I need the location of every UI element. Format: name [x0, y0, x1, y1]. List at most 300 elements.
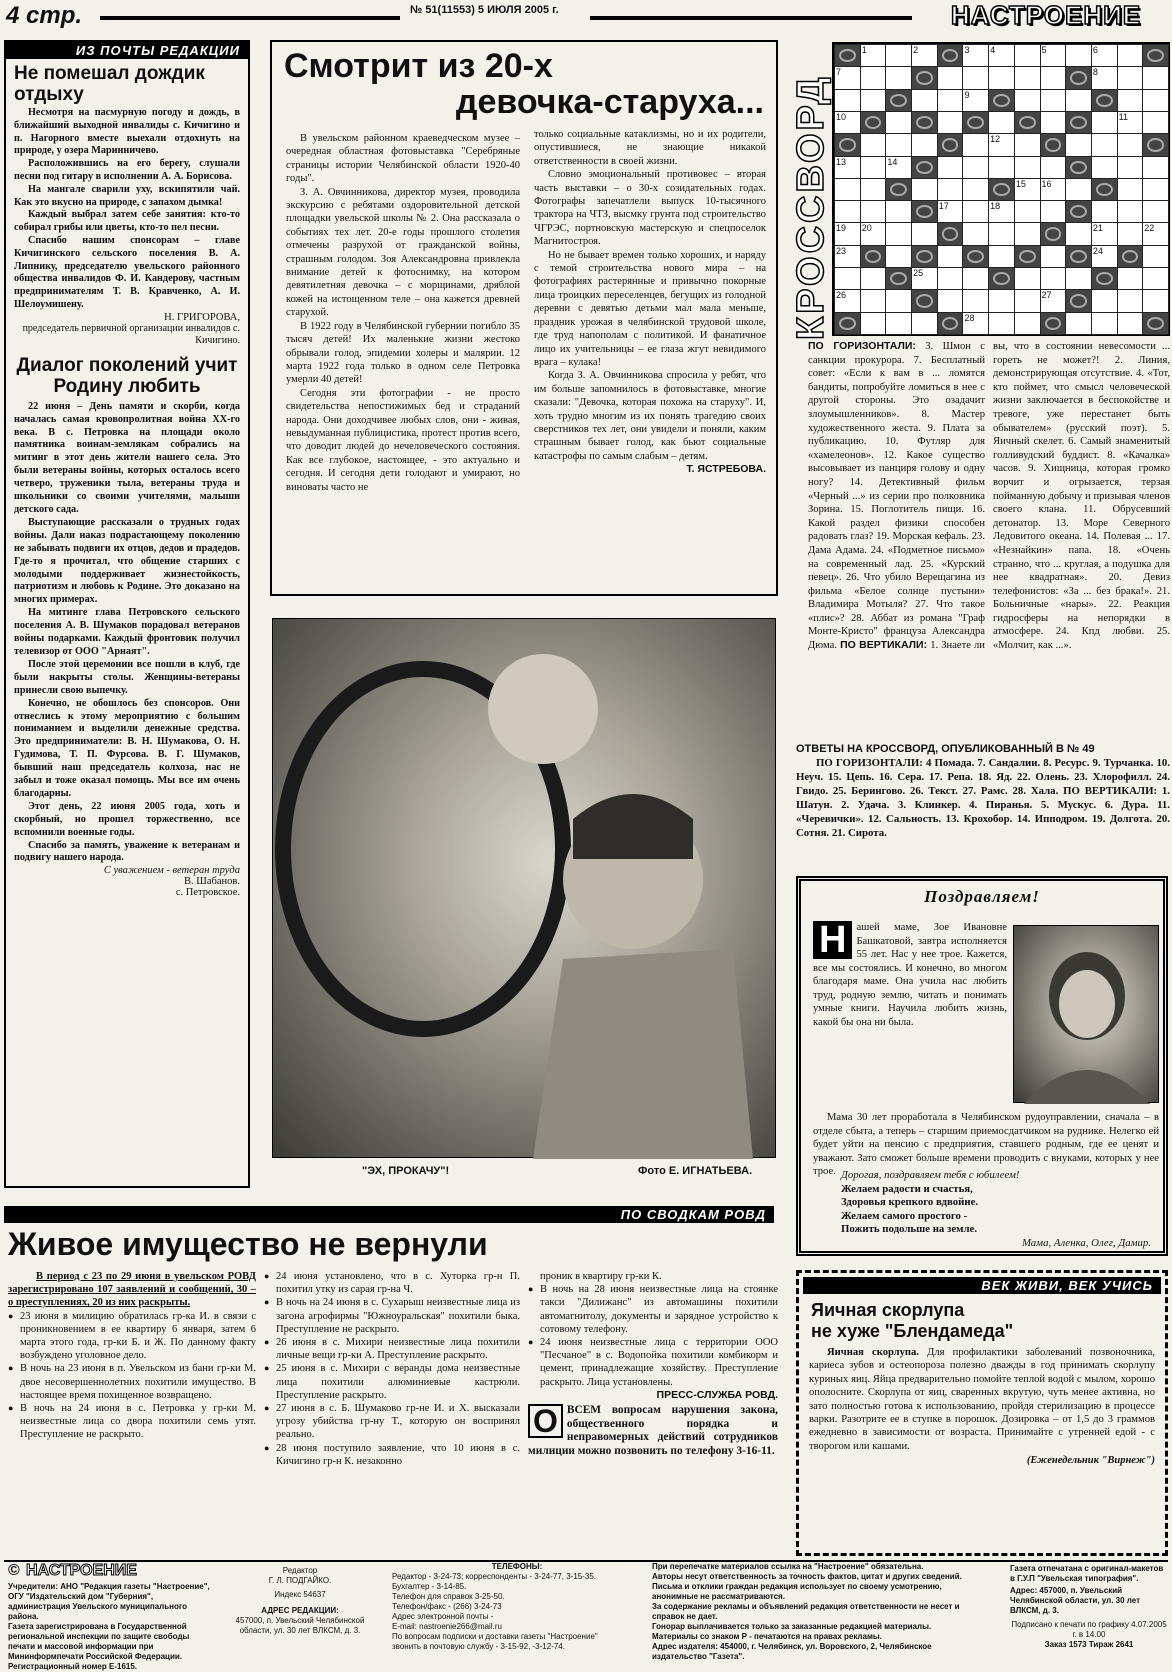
tip-lead: Яичная скорлупа. [827, 1347, 919, 1358]
issue-number: № 51(11553) 5 ИЮЛЯ 2005 г. [410, 4, 559, 16]
footer-rule-line: За содержание рекламы и объявлений редакция ответственности не несет и справок не дает. [652, 1602, 960, 1621]
crossword-black-cell [937, 222, 964, 245]
tip-source: (Еженедельник "Вирнеж") [1026, 1455, 1155, 1467]
crossword-cell [1014, 156, 1041, 179]
footer-rule-line: Авторы несут ответственность за точность фактов, цитат и других сведений. [652, 1572, 962, 1581]
crossword-cell [860, 66, 887, 89]
crossword-cell-number: 21 [1092, 223, 1103, 234]
police-item: ● 24 июня неизвестные лица с территории ООО "Песчаное" в с. Водопойка похитили комбикорм и цемент, принадлежащие хозяйству. Преступление раскрыто. Лица установлены. [528, 1336, 778, 1389]
crossword-black-cell [860, 245, 887, 268]
crossword-cell [911, 267, 938, 290]
crossword-cell [885, 111, 912, 134]
steering-wheel-icon [273, 619, 777, 1159]
crossword-cell [1014, 312, 1041, 335]
footer-print [1010, 1564, 1168, 1650]
crossword-cell-number: 27 [1041, 290, 1052, 301]
crossword-cell [1040, 245, 1067, 268]
crossword-cell [1142, 89, 1169, 112]
footer-rule-line: Гонорар выплачивается только за заказанные редакцией материалы. [652, 1622, 932, 1631]
crossword-cell [1040, 289, 1067, 312]
crossword-cell [962, 156, 989, 179]
footer-copyright: © [8, 1562, 20, 1579]
footer-address: 457000, п. Увельский Челябинской области, ул. 30 лет ВЛКСМ, д. 3. [235, 1616, 365, 1635]
crossword-cell [1065, 222, 1092, 245]
header-rule-right [590, 16, 912, 20]
article2-body [6, 401, 248, 866]
crossword-cell [1065, 133, 1092, 156]
tip-box [796, 1270, 1168, 1556]
crossword-cell [1142, 289, 1169, 312]
crossword-black-cell [911, 289, 938, 312]
crossword-cell [1014, 267, 1041, 290]
tip-title-line2: не хуже "Блендамеда" [811, 1321, 1014, 1341]
crossword-cell [1014, 178, 1041, 201]
footer-phone-line: Редактор - 3-24-73; корреспонденты - 3-24-77, 3-15-35. [392, 1572, 597, 1581]
footer-phone-line: E-mail: nastroenie266@mail.ru [392, 1622, 502, 1631]
crossword-cell [885, 44, 912, 67]
crossword-cell-number: 1 [861, 45, 867, 55]
crossword-black-cell [1065, 200, 1092, 223]
crossword-cell [1091, 44, 1118, 67]
crossword-cell-number: 16 [1041, 178, 1052, 189]
greeting-box [796, 876, 1168, 1256]
article2-para: Этот день, 22 июня 2005 года, хоть и скорбный, но прошел торжественно, все вспомнили военные годы. [14, 800, 240, 838]
crossword-cell [860, 200, 887, 223]
article2-para: Выступающие рассказали о трудных годах войны. Дали наказ подрастающему поколению не забывать подвиги их отцов, дедов и прадедов. Где-то я прочитал, что общение старших с молодыми поддерживает жизнестойкость, патриотизм и любовь к Родине. Это доказано на многих примерах. [14, 516, 240, 606]
crossword-cell [834, 267, 861, 290]
crossword-black-cell [1142, 133, 1169, 156]
article1-para: Каждый выбрал затем себе занятия: кто-то собирал грибы или цветы, кто-то пел песни. [14, 209, 240, 234]
crossword-cell [1040, 66, 1067, 89]
main-col-2 [534, 128, 766, 477]
footer-print-text: Газета отпечатана с оригинал-макетов в Г.У.П "Увельская типография". [1010, 1564, 1164, 1583]
crossword-cell-number: 26 [836, 290, 847, 301]
crossword-black-cell [834, 312, 861, 335]
crossword-cell-number: 12 [990, 134, 1001, 145]
tip-text [803, 1346, 1161, 1453]
crossword-cell [860, 289, 887, 312]
footer-phone-line: Адрес электронной почты - [392, 1612, 494, 1621]
police-note [528, 1404, 778, 1458]
footer-phone-line: Телефон/факс - (266) 3-24-73 [392, 1602, 502, 1611]
crossword-black-cell [885, 178, 912, 201]
footer-rule-line: Письма и отклики граждан редакция использует по своему усмотрению, анонимные не рассматриваются. [652, 1582, 942, 1601]
crossword-cell [1142, 66, 1169, 89]
crossword-black-cell [1065, 111, 1092, 134]
crossword-cell [1117, 267, 1144, 290]
greeting-text2: Мама 30 лет проработала в Челябинском рудоуправлении, сначала – в отделе сбыта, а теперь – старшим приемосдатчиком на руднике. Нелегко ей будет уйти на пенсию с предприятия, ставшего родным, где ее ценят и уважают. Зато сможет больше времени проводить с внуками, которых у нее трое. [813, 1112, 1159, 1177]
crossword-cell [1142, 267, 1169, 290]
crossword-cell [1040, 44, 1067, 67]
crossword-cell-number: 11 [1118, 111, 1128, 122]
rubric-police: ПО СВОДКАМ РОВД [4, 1206, 774, 1223]
crossword-cell [834, 89, 861, 112]
crossword-cell [1142, 222, 1169, 245]
clues-horizontal-label: ПО ГОРИЗОНТАЛИ: [808, 340, 916, 352]
main-title-line1: Смотрит из 20-х [284, 47, 553, 85]
crossword-cell [834, 289, 861, 312]
main-article [270, 40, 778, 596]
crossword-black-cell [1040, 133, 1067, 156]
article1-title: Не помешал дождик отдыху [14, 63, 205, 105]
crossword-cell [962, 267, 989, 290]
crossword-cell [1117, 222, 1144, 245]
police-note-letter: О [528, 1404, 563, 1438]
crossword-cell [937, 200, 964, 223]
greeting-verse-line: Здоровья крепкого вдвойне. [841, 1196, 979, 1208]
article2-sign-line3: с. Петровское. [175, 887, 240, 899]
crossword-cell [962, 44, 989, 67]
article1-sign-role: председатель первичной организации инвалидов с. Кичигино. [22, 322, 240, 346]
crossword-black-cell [911, 156, 938, 179]
footer-founders-text: Учредители: АНО "Редакция газеты "Настроение", ОГУ "Издательский дом "Губерния", администрация Увельского муниципального района. [8, 1582, 210, 1621]
main-para: В увельском районном краеведческом музее – очередная областная фотовыставка "Серебряные страницы истории Челябинской области 1920-40 годы". [286, 133, 520, 185]
footer-reg-text: Газета зарегистрирована в Государственной региональной инспекции по защите свободы печати и массовой информации при Мининформпечати Российской Федерации. Регистрационный номер Е-1615. [8, 1622, 190, 1671]
article1-para: Расположившись на его берегу, слушали песни под гитару в исполнении А. А. Борисова. [14, 158, 240, 182]
crossword-cell [1040, 200, 1067, 223]
crossword-cell [834, 200, 861, 223]
crossword-black-cell [1014, 111, 1041, 134]
article2-para: На митинге глава Петровского сельского поселения А. В. Шумаков порадовал ветеранов войны подарками. Каждый фронтовик получил телевизор от ООО "Арнаят". [14, 607, 240, 657]
crossword-cell [1091, 222, 1118, 245]
crossword-cell [860, 267, 887, 290]
crossword-cell-number: 23 [836, 245, 847, 256]
crossword-black-cell [1142, 312, 1169, 335]
crossword-cell [937, 178, 964, 201]
police-list-1 [8, 1310, 256, 1442]
crossword-cell [988, 312, 1015, 335]
police-col-1 [8, 1270, 256, 1442]
police-lead: В период с 23 по 29 июня в увельском РОВД зарегистрировано 107 заявлений и сообщений, 30 – о преступлениях, 20 из них раскрыты. [8, 1271, 256, 1309]
crossword-black-cell [988, 178, 1015, 201]
crossword-cell-number: 24 [1092, 245, 1103, 256]
crossword-cell [911, 312, 938, 335]
crossword-cell [885, 200, 912, 223]
crossword-black-cell [1091, 178, 1118, 201]
greeting-verse [841, 1169, 1161, 1250]
crossword-cell [911, 178, 938, 201]
crossword-black-cell [834, 133, 861, 156]
footer-phone-line: Бухгалтер - 3-14-85. [392, 1582, 467, 1591]
crossword-cell [1014, 200, 1041, 223]
main-sign: Т. ЯСТРЕБОВА. [686, 463, 766, 476]
clues-vertical-label: ПО ВЕРТИКАЛИ: [840, 639, 928, 652]
crossword-cell [962, 222, 989, 245]
crossword-cell [1040, 156, 1067, 179]
crossword-black-cell [885, 267, 912, 290]
crossword-cell [962, 133, 989, 156]
crossword-cell [1065, 89, 1092, 112]
crossword-cell [937, 89, 964, 112]
crossword-black-cell [988, 89, 1015, 112]
crossword-black-cell [937, 312, 964, 335]
tip-title-line1: Яичная скорлупа [811, 1300, 965, 1320]
police-note-text: ВСЕМ вопросам нарушения закона, общественного порядка и неправомерных действий сотрудников милиции можно позвонить по телефону 3-16-11. [528, 1404, 778, 1457]
crossword-cell [1065, 312, 1092, 335]
police-item: ● 24 июня установлено, что в с. Хуторка гр-н П. похитил утку из сарая гр-на Ч. [264, 1270, 520, 1296]
greeting-title: Поздравляем! [924, 887, 1040, 906]
article1-para: Спасибо нашим спонсорам – главе Кичигинского сельского поселения В. А. Липнику, председателю увельского районного общества инвалидов Ф. И. Кандерову, частным предпринимателям Т. В. Кравченко, А. И. Шелоумишену. [14, 234, 240, 310]
footer-index: Индекс 54637 [274, 1590, 326, 1599]
crossword-black-cell [1091, 89, 1118, 112]
crossword-black-cell [962, 245, 989, 268]
police-list-3 [528, 1283, 778, 1389]
clues-horizontal: 3. Шмон с санкции прокурора. 7. Бесплатный совет: «Если к вам в ... ломятся бандиты, попробуйте ломиться в нее с другой стороны. Это озадачит злоумышленников». 8. Мастер художественного жеста. 9. Плата за публикацию. 10. Футляр для «хамелеонов». 12. Какое существо высовывает из панциря голову и одну ногу? 14. Детективный фильм «Черный ...» из серии про полковника Зорина. 15. Поглотитель пищи. 16. Какой раздел физики способен радовать глаз? 19. Морская кефаль. 23. Дама Адама. 24. «Подметное письмо» на современный лад. 25. «Курский певец». 26. Что убило Верещагина из фильма «Белое солнце пустыни» Владимира Мотыля? 27. Что такое «плис»? 28. Аббат из романа "Граф Монте-Кристо" француза Александра Дюма. [808, 341, 985, 652]
crossword-cell [1040, 89, 1067, 112]
crossword-cell [911, 89, 938, 112]
crossword-cell [1142, 178, 1169, 201]
footer-editor-label: Редактор [282, 1566, 318, 1575]
footer-editor [220, 1566, 380, 1636]
crossword-cell [834, 245, 861, 268]
crossword-black-cell [911, 245, 938, 268]
police-item: ● 28 июня поступило заявление, что 10 июня в с. Кичигино гр-н К. незаконно [264, 1442, 520, 1468]
greeting-verse-line: Пожить подольше на земле. [841, 1223, 978, 1235]
article1-para: На мангале сварили уху, вскипятили чай. Как это вкусно на природе, с запахом дымка! [14, 183, 240, 208]
crossword-cell [1117, 312, 1144, 335]
left-column [4, 40, 250, 1188]
newspaper-title: НАСТРОЕНИЕ [950, 0, 1142, 30]
crossword-cell-number: 18 [990, 201, 1001, 212]
crossword-cell [937, 111, 964, 134]
crossword-cell-number: 25 [913, 268, 924, 279]
crossword-black-cell [860, 111, 887, 134]
crossword-cell [1117, 178, 1144, 201]
crossword-black-cell [1014, 245, 1041, 268]
crossword-cell [1117, 44, 1144, 67]
crossword-cell [937, 66, 964, 89]
crossword-cell [885, 222, 912, 245]
footer-print-addr: Адрес: 457000, п. Увельский Челябинской области, ул. 30 лет ВЛКСМ, д. 3. [1010, 1586, 1141, 1615]
article2-title: Диалог поколений учит Родину любить [16, 354, 238, 397]
crossword-cell [885, 156, 912, 179]
crossword-cell [834, 66, 861, 89]
main-para: Но не бывает времен только хороших, и наряду с темой строительства нового мира – на фотографиях растерянные и привычно покорные лица троицких переселенцев, бегущих из голодной деревни с девятью детьми мал мала меньше, праздник урожая в челябинской трудовой школе, где труд напополам с политикой. И фанатичное лицо их учительницы – ее глаза жгут невидимого врага – кулака! [534, 249, 766, 368]
article1-body [6, 107, 248, 312]
main-para: Когда З. А. Овчинникова спросила у ребят, что им больше запомнилось в фотовыставке, многие сказали: "Девочка, которая похожа на старуху". И, хоть трудно многим из их понять трагедию своих сверстников тех лет, они увидели и поняли, каким страшным бывает голод, как бьют социальные катастрофы по самым слабым – детям. [534, 370, 766, 462]
crossword-cell-number: 6 [1092, 45, 1098, 55]
crossword-cell [962, 289, 989, 312]
article2-sign-line1: С уважением - ветеран труда [103, 865, 240, 877]
crossword-cell [988, 245, 1015, 268]
footer-phone-line: звонить в почтовую службу - 3-15-92, -3-12-74. [392, 1642, 565, 1651]
crossword-cell [885, 312, 912, 335]
crossword-black-cell [1065, 289, 1092, 312]
crossword-cell-number: 17 [938, 201, 949, 212]
article2-sign-line2: В. Шабанов. [184, 876, 240, 888]
crossword-cell [988, 156, 1015, 179]
crossword-cell [885, 289, 912, 312]
crossword-cell-number: 20 [861, 223, 872, 234]
article2-para: Спасибо за память, уважение к ветеранам и подвигу нашего народа. [14, 839, 240, 864]
footer-founders [8, 1582, 216, 1672]
police-item: ● В ночь на 24 июня в с. Сухарыш неизвестные лица из загона агрофирмы "Южноуральская" похитили быка. Преступление не раскрыто. [264, 1296, 520, 1336]
police-title: Живое имущество не вернули [8, 1226, 488, 1262]
crossword-black-cell [911, 111, 938, 134]
footer-address-label: АДРЕС РЕДАКЦИИ: [261, 1606, 339, 1615]
crossword-cell-number: 14 [887, 156, 898, 167]
crossword-black-cell [1065, 245, 1092, 268]
crossword-cell [1117, 133, 1144, 156]
crossword-cell-number: 5 [1041, 45, 1047, 55]
crossword-cell [988, 66, 1015, 89]
crossword-cell [1142, 245, 1169, 268]
crossword-black-cell [937, 44, 964, 67]
greeting-verse-line: Желаем радости и счастья, [841, 1182, 973, 1195]
crossword-cell [1091, 156, 1118, 179]
crossword-black-cell [911, 200, 938, 223]
crossword-cell [1065, 267, 1092, 290]
crossword-cell [937, 156, 964, 179]
crossword-cell [834, 222, 861, 245]
main-para: Словно эмоциональный противовес – вторая часть выставки – о 30-х созидательных годах. Фотографы запечатлели выпуск 10-тысячного трактора на ЧТЗ, высмку грунта под строительство ЧГРЭС, портновскую мастерскую и спецпоселок Магнитостроя. [534, 169, 766, 248]
answers-text: ПО ГОРИЗОНТАЛИ: 4 Помада. 7. Сандалии. 8. Ресурс. 9. Турчанка. 10. Неуч. 15. Цепь. 16. Сера. 17. Репа. 18. Яд. 22. Олень. 23. Хлорофилл. 24. Гвидо. 25. Берингово. 26. Текст. 27. Рамс. 28. Хала. ПО ВЕРТИКАЛИ: 1. Шатун. 2. Удача. 3. Клинкер. 4. Пиранья. 5. Мускус. 6. Дура. 11. «Черевички». 12. Сальность. 13. Крохобор. 14. Ипподром. 19. Долгота. 20. Сотня. 21. Сирота. [796, 757, 1170, 839]
crossword-cell-number: 8 [1092, 67, 1098, 78]
rubric-tip: ВЕК ЖИВИ, ВЕК УЧИСЬ [803, 1277, 1161, 1294]
crossword-cell [1014, 222, 1041, 245]
crossword-cell-number: 15 [1015, 178, 1026, 189]
photo-credit: Фото Е. ИГНАТЬЕВА. [638, 1165, 753, 1177]
crossword-cell [834, 178, 861, 201]
crossword-cell [1065, 44, 1092, 67]
crossword-cell [1014, 44, 1041, 67]
crossword-cell [988, 133, 1015, 156]
crossword-cell [860, 133, 887, 156]
greeting-verse-line: Дорогая, поздравляем тебя с юбилеем! [841, 1169, 1020, 1181]
crossword-cell [962, 66, 989, 89]
footer-rule-line: Адрес издателя: 454000, г. Челябинск, ул. Воровского, 2, Челябинское издательство "Газета". [652, 1642, 932, 1661]
main-col-1 [286, 132, 520, 494]
crossword-cell [885, 66, 912, 89]
crossword-cell-number: 22 [1144, 223, 1155, 234]
page-number: 4 стр. [6, 2, 83, 29]
footer-phones [392, 1562, 642, 1652]
crossword-cell [1117, 66, 1144, 89]
crossword-cell [1091, 200, 1118, 223]
header-rule-left [100, 16, 400, 20]
crossword-black-cell [1065, 66, 1092, 89]
footer-phone-line: По вопросам подписки и доставки газеты "Настроение" [392, 1632, 598, 1641]
footer-phone-line: Телефон для справок 3-25-50. [392, 1592, 505, 1601]
crossword-cell [860, 178, 887, 201]
crossword-cell [860, 44, 887, 67]
photo-caption: "ЭХ, ПРОКАЧУ"! [362, 1165, 450, 1177]
main-title-line2: девочка-старуха... [455, 83, 764, 121]
crossword-cell-number: 10 [836, 111, 847, 122]
crossword-black-cell [885, 89, 912, 112]
greeting-text1: ашей маме, Зое Ивановне Башкатовой, завтра исполняется 55 лет. Нас у нее трое. Кажется, все мы состоялись. И конечно, во многом благодаря маме. Она учила нас любить труд, родную землю, читать и понимать умные книги. Научила любить жизнь, какой бы она ни была. [813, 922, 1007, 1028]
greeting-verse-line: Желаем самого простого - [841, 1209, 968, 1222]
crossword-black-cell [834, 44, 861, 67]
crossword-cell-number: 7 [836, 67, 842, 78]
crossword-black-cell [1117, 245, 1144, 268]
crossword-cell [937, 245, 964, 268]
crossword-cell [988, 222, 1015, 245]
police-item: ● В ночь на 23 июня в п. Увельском из бани гр-ки М. двое несовершеннолетних похитили имущество. В настоящее время похищенное возвращено. [8, 1362, 256, 1402]
footer-rule-line: При перепечатке материалов ссылка на "Настроение" обязательна. [652, 1562, 924, 1571]
crossword-cell [860, 222, 887, 245]
crossword-clues [808, 340, 1170, 740]
crossword-cell [1117, 200, 1144, 223]
crossword-cell-number: 2 [913, 45, 919, 55]
police-item: ● 23 июня в милицию обратилась гр-ка И. в связи с проникновением в ее квартиру 6 января, затем 6 марта этого года, гр-ки Б. и Ж. По данному факту возбуждено уголовное дело. [8, 1310, 256, 1363]
police-sign: ПРЕСС-СЛУЖБА РОВД. [656, 1388, 778, 1401]
police-item: ● В ночь на 24 июня в с. Петровка у гр-ки М. неизвестные лица со двора похитили семь утят. Преступление не раскрыто. [8, 1402, 256, 1442]
crossword-black-cell [962, 111, 989, 134]
footer-phones-label: ТЕЛЕФОНЫ: [491, 1562, 543, 1571]
crossword-black-cell [1142, 44, 1169, 67]
photo-children-in-car [272, 618, 776, 1158]
crossword-cell-number: 28 [964, 312, 975, 323]
crossword-cell [1091, 133, 1118, 156]
article2-para: Конечно, не обошлось без спонсоров. Они отнеслись к этому мероприятию с большим пониманием и выделили денежные средства. Это предприниматели: В. Н. Шумакова, О. Н. Гудимова, Т. П. Фурсова. В. Г. Шумаков, бывший наш председатель колхоза, нас не забыл и тоже оказал помощь. Мы все им очень благодарны. [14, 697, 240, 799]
crossword-cell [937, 289, 964, 312]
crossword-cell [1142, 200, 1169, 223]
article2-para: После этой церемонии все пошли в клуб, где были накрыты столы. Женщины-ветераны принесли свою выпечку. [14, 658, 240, 696]
police-col-2 [264, 1270, 520, 1468]
crossword-cell [1091, 289, 1118, 312]
crossword-cell [1040, 267, 1067, 290]
crossword-cell [1142, 111, 1169, 134]
article1-sign: Н. ГРИГОРОВА, [164, 311, 240, 323]
footer-signed: Подписано к печати по графику 4.07.2005 г. в 14.00 [1011, 1620, 1167, 1639]
crossword-cell [962, 89, 989, 112]
crossword-cell [1065, 178, 1092, 201]
police-col-3 [528, 1270, 778, 1458]
main-para: В 1922 году в Челябинской губернии погибло 35 тысяч детей! Их маленькие жизни жестоко обрывали голод, эпидемии холеры и малярии. 12 марта 1922 года только в одном селе Петровка умерли 40 детей! [286, 320, 520, 386]
crossword-cell [1040, 111, 1067, 134]
crossword-cell [1014, 89, 1041, 112]
crossword-cell [860, 89, 887, 112]
crossword-cell [834, 111, 861, 134]
crossword-cell [911, 44, 938, 67]
crossword-cell [1014, 66, 1041, 89]
police-item: ● В ночь на 28 июня неизвестные лица на стоянке такси "Дилижанс" из автомашины похитили автомагнитолу, документы и зарядное устройство к сотовому телефону. [528, 1283, 778, 1336]
answers-title: ОТВЕТЫ НА КРОССВОРД, ОПУБЛИКОВАННЫЙ В № 49 [796, 743, 1095, 755]
police-col3-start: проник в квартиру гр-ки К. [540, 1271, 662, 1282]
crossword-cell [1117, 289, 1144, 312]
crossword-cell [1117, 111, 1144, 134]
crossword-black-cell [1091, 267, 1118, 290]
crossword-cell [962, 200, 989, 223]
crossword-cell [1091, 66, 1118, 89]
crossword-cell [988, 111, 1015, 134]
footer-rules [652, 1562, 984, 1662]
crossword-grid [832, 42, 1170, 336]
main-para: З. А. Овчинникова, директор музея, проводила экскурсию с ребятами оздоровительной детской площадки увельской школы № 2. Она рассказала о событиях тех лет. 20-е годы прошлого столетия отмечены разрухой от гражданской войны, страшным голодом. Зоя Александровна привлекла внимание детей к фотоснимку, на котором девятилетняя девочка – с морщинами, дряблой кожей на истощенном теле – она кажется древней старухой. [286, 186, 520, 319]
crossword-cell [1117, 89, 1144, 112]
footer-order: Заказ 1573 Тираж 2641 [1044, 1640, 1134, 1649]
crossword-cell [860, 156, 887, 179]
greeting-dropcap: Н [813, 921, 852, 959]
footer-rule-line: Материалы со знаком Р - печатаются на правах рекламы. [652, 1632, 882, 1641]
crossword-cell [1014, 133, 1041, 156]
crossword-cell [1091, 245, 1118, 268]
crossword-cell [1142, 156, 1169, 179]
crossword-cell [988, 289, 1015, 312]
crossword-cell [860, 312, 887, 335]
crossword-black-cell [1040, 222, 1067, 245]
police-item: ● 25 июня в с. Михири с веранды дома неизвестные лица похитили алюминиевые кастрюли. Преступление раскрыто. [264, 1362, 520, 1402]
rubric-mail: ИЗ ПОЧТЫ РЕДАКЦИИ [6, 42, 248, 59]
crossword-cell [1091, 312, 1118, 335]
crossword-cell [988, 44, 1015, 67]
crossword-cell [1014, 289, 1041, 312]
crossword-cell [911, 222, 938, 245]
crossword-cell [937, 267, 964, 290]
tip-body: Для профилактики заболеваний позвоночника, кариеса зубов и остеопороза полезно дважды в год принимать скорлупу куриных яиц. Яйца предварительно помойте теплой водой с мылом, хорошо ополосните. Скорлупа от яиц, сваренных вкрутую, чуть менее активна, но зато полностью готова к использованию, пройдя стерилизацию в процессе варки. Разотрите ее в ступке в порошок. Дозировка – от 1,5 до 3 граммов ежедневно в зависимости от возраста. Принимайте с утренней едой - с творогом или кашами. [809, 1347, 1155, 1452]
crossword-cell-number: 3 [964, 45, 970, 55]
